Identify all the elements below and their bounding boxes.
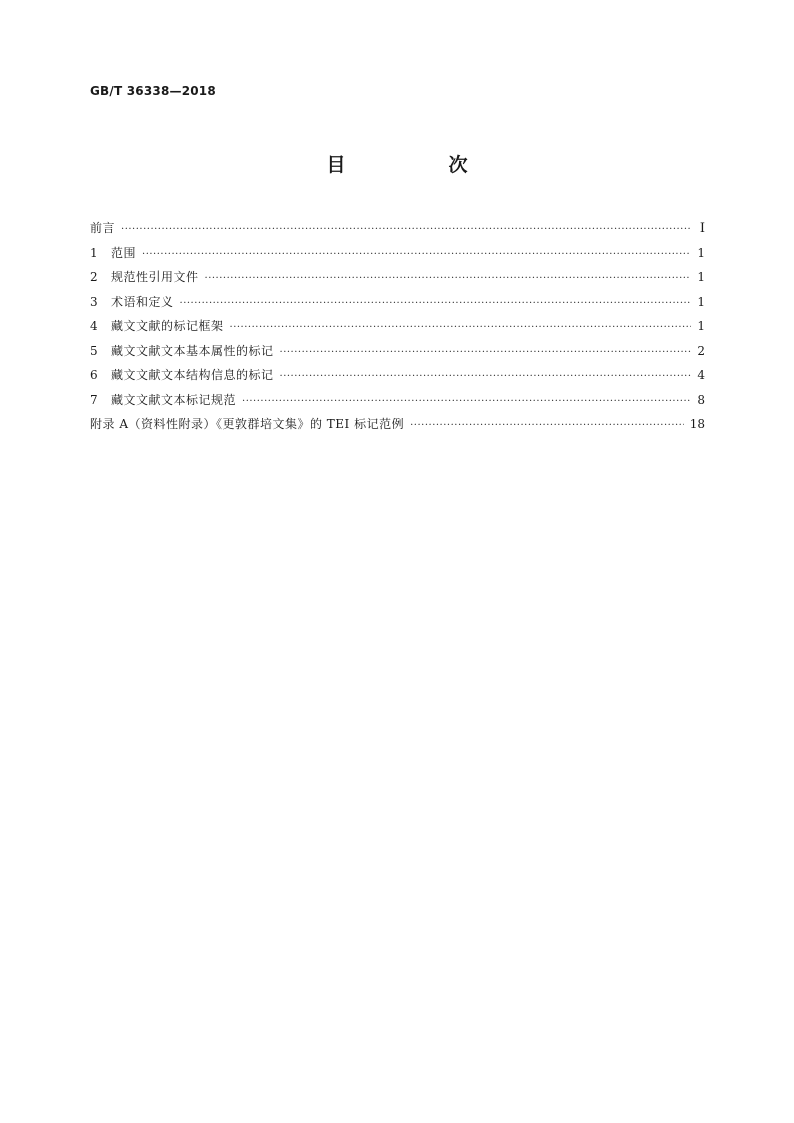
toc-entry-3[interactable] [90, 290, 705, 315]
toc-entry-page: I [699, 221, 705, 236]
toc-leader-dots [410, 414, 684, 439]
toc-entry-number: 7 [90, 392, 98, 407]
toc-entry-2[interactable] [90, 265, 705, 290]
page-title: 目 次 [326, 154, 510, 176]
toc-entry-text: 术语和定义 [111, 294, 174, 309]
toc-entry-number: 5 [90, 343, 98, 358]
toc-entry-page: 18 [689, 417, 705, 431]
toc-entry-foreword[interactable] [90, 216, 705, 241]
toc-entry-1[interactable] [90, 241, 705, 266]
toc-leader-dots [280, 365, 691, 390]
toc-entry-number: 1 [90, 245, 98, 260]
toc-leader-dots [205, 267, 691, 292]
toc-leader-dots [142, 243, 691, 268]
toc-leader-dots [242, 390, 691, 415]
toc-entry-text: 藏文文献文本结构信息的标记 [111, 368, 274, 382]
toc-entry-4[interactable] [90, 314, 705, 339]
toc-entry-page: 1 [697, 245, 705, 260]
toc-leader-dots [180, 292, 691, 317]
toc-entry-number: 4 [90, 319, 98, 333]
toc-entry-5[interactable] [90, 339, 705, 364]
toc-entry-text: 藏文文献的标记框架 [111, 319, 224, 333]
toc-entry-number: 3 [90, 294, 98, 309]
standard-code: GB/T 36338—2018 [90, 84, 216, 98]
toc-entry-page: 1 [697, 294, 705, 309]
table-of-contents [90, 216, 705, 437]
toc-entry-text: 藏文文献文本标记规范 [111, 392, 237, 407]
toc-entry-7[interactable] [90, 388, 705, 413]
toc-entry-text: 前言 [90, 221, 116, 235]
toc-entry-text: 规范性引用文件 [111, 270, 199, 284]
toc-entry-page: 1 [697, 270, 705, 284]
toc-entry-page: 1 [697, 319, 705, 333]
toc-entry-number: 6 [90, 368, 98, 382]
toc-leader-dots [230, 316, 691, 341]
toc-leader-dots [121, 218, 691, 243]
toc-entry-text: 范围 [111, 245, 137, 260]
toc-entry-page: 4 [697, 368, 705, 382]
toc-entry-text: 藏文文献文本基本属性的标记 [111, 343, 274, 358]
toc-entry-number: 2 [90, 270, 98, 284]
toc-entry-page: 8 [697, 392, 705, 407]
toc-entry-page: 2 [697, 343, 705, 358]
toc-entry-text: 附录 A（资料性附录）《更敦群培文集》的 TEI 标记范例 [90, 417, 405, 431]
toc-leader-dots [280, 341, 691, 366]
toc-entry-6[interactable] [90, 363, 705, 388]
toc-entry-appendix-a[interactable] [90, 412, 705, 437]
